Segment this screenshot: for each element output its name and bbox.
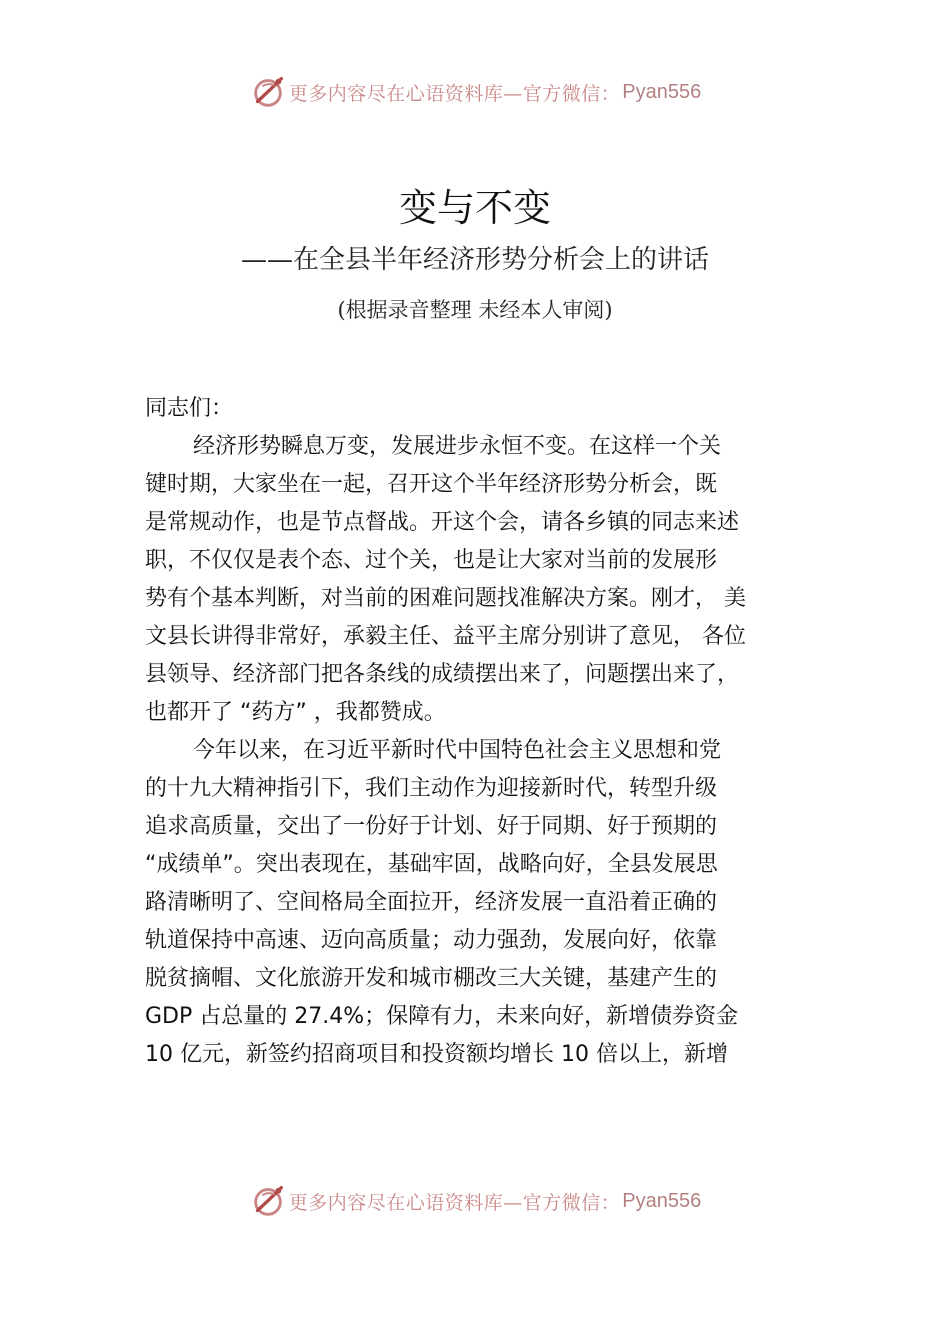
paragraph-line: 职，不仅仅是表个态、过个关，也是让大家对当前的发展形 xyxy=(145,548,718,573)
watermark-text: 更多内容尽在心语资料库—官方微信： xyxy=(288,1191,621,1214)
paragraph-line: 是常规动作，也是节点督战。开这个会，请各乡镇的同志来述 xyxy=(145,510,740,535)
paragraph-line: 县领导、经济部门把各条线的成绩摆出来了，问题摆出来了， xyxy=(145,662,740,687)
document-body xyxy=(145,390,817,1074)
paragraph-line: 也都开了 “药方” ，我都赞成。 xyxy=(145,700,446,725)
watermark-text: 更多内容尽在心语资料库—官方微信： xyxy=(288,82,621,105)
document-title: 变与不变 xyxy=(398,186,551,230)
paragraph-line: 脱贫摘帽、文化旅游开发和城市棚改三大关键，基建产生的 xyxy=(145,966,718,991)
paragraph-line: 键时期，大家坐在一起，召开这个半年经济形势分析会，既 xyxy=(145,472,718,497)
salutation: 同志们： xyxy=(145,396,234,421)
watermark-handle: Pyan556 xyxy=(622,1189,702,1212)
seal-logo-icon xyxy=(249,1182,287,1220)
paragraph-line: 文县长讲得非常好，承毅主任、益平主席分别讲了意见， 各位 xyxy=(145,624,746,649)
paragraph-line: 轨道保持中高速、迈向高质量；动力强劲，发展向好，依靠 xyxy=(145,928,718,953)
footer-watermark xyxy=(0,1181,950,1221)
document-subtitle: ——在全县半年经济形势分析会上的讲话 xyxy=(240,245,709,275)
paragraph-line: 路清晰明了、空间格局全面拉开，经济发展一直沿着正确的 xyxy=(145,890,718,915)
paragraph-line: 的十九大精神指引下，我们主动作为迎接新时代，转型升级 xyxy=(145,776,718,801)
paragraph-line: 势有个基本判断，对当前的困难问题找准解决方案。刚才， 美 xyxy=(145,586,746,611)
paragraph-line: 10 亿元，新签约招商项目和投资额均增长 10 倍以上，新增 xyxy=(145,1042,728,1067)
paragraph-1 xyxy=(145,428,817,732)
header-watermark xyxy=(0,72,950,112)
paragraph-line: “成绩单”。突出表现在，基础牢固，战略向好，全县发展思 xyxy=(145,852,718,877)
document-note: (根据录音整理 未经本人审阅) xyxy=(337,298,613,322)
paragraph-line: 今年以来，在习近平新时代中国特色社会主义思想和党 xyxy=(193,738,722,763)
paragraph-line: 经济形势瞬息万变，发展进步永恒不变。在这样一个关 xyxy=(193,434,722,459)
paragraph-2 xyxy=(145,732,817,1074)
watermark-handle: Pyan556 xyxy=(622,80,702,103)
paragraph-line: GDP 占总量的 27.4%；保障有力，未来向好，新增债券资金 xyxy=(145,1004,739,1029)
seal-logo-icon xyxy=(249,73,287,111)
paragraph-line: 追求高质量，交出了一份好于计划、好于同期、好于预期的 xyxy=(145,814,718,839)
